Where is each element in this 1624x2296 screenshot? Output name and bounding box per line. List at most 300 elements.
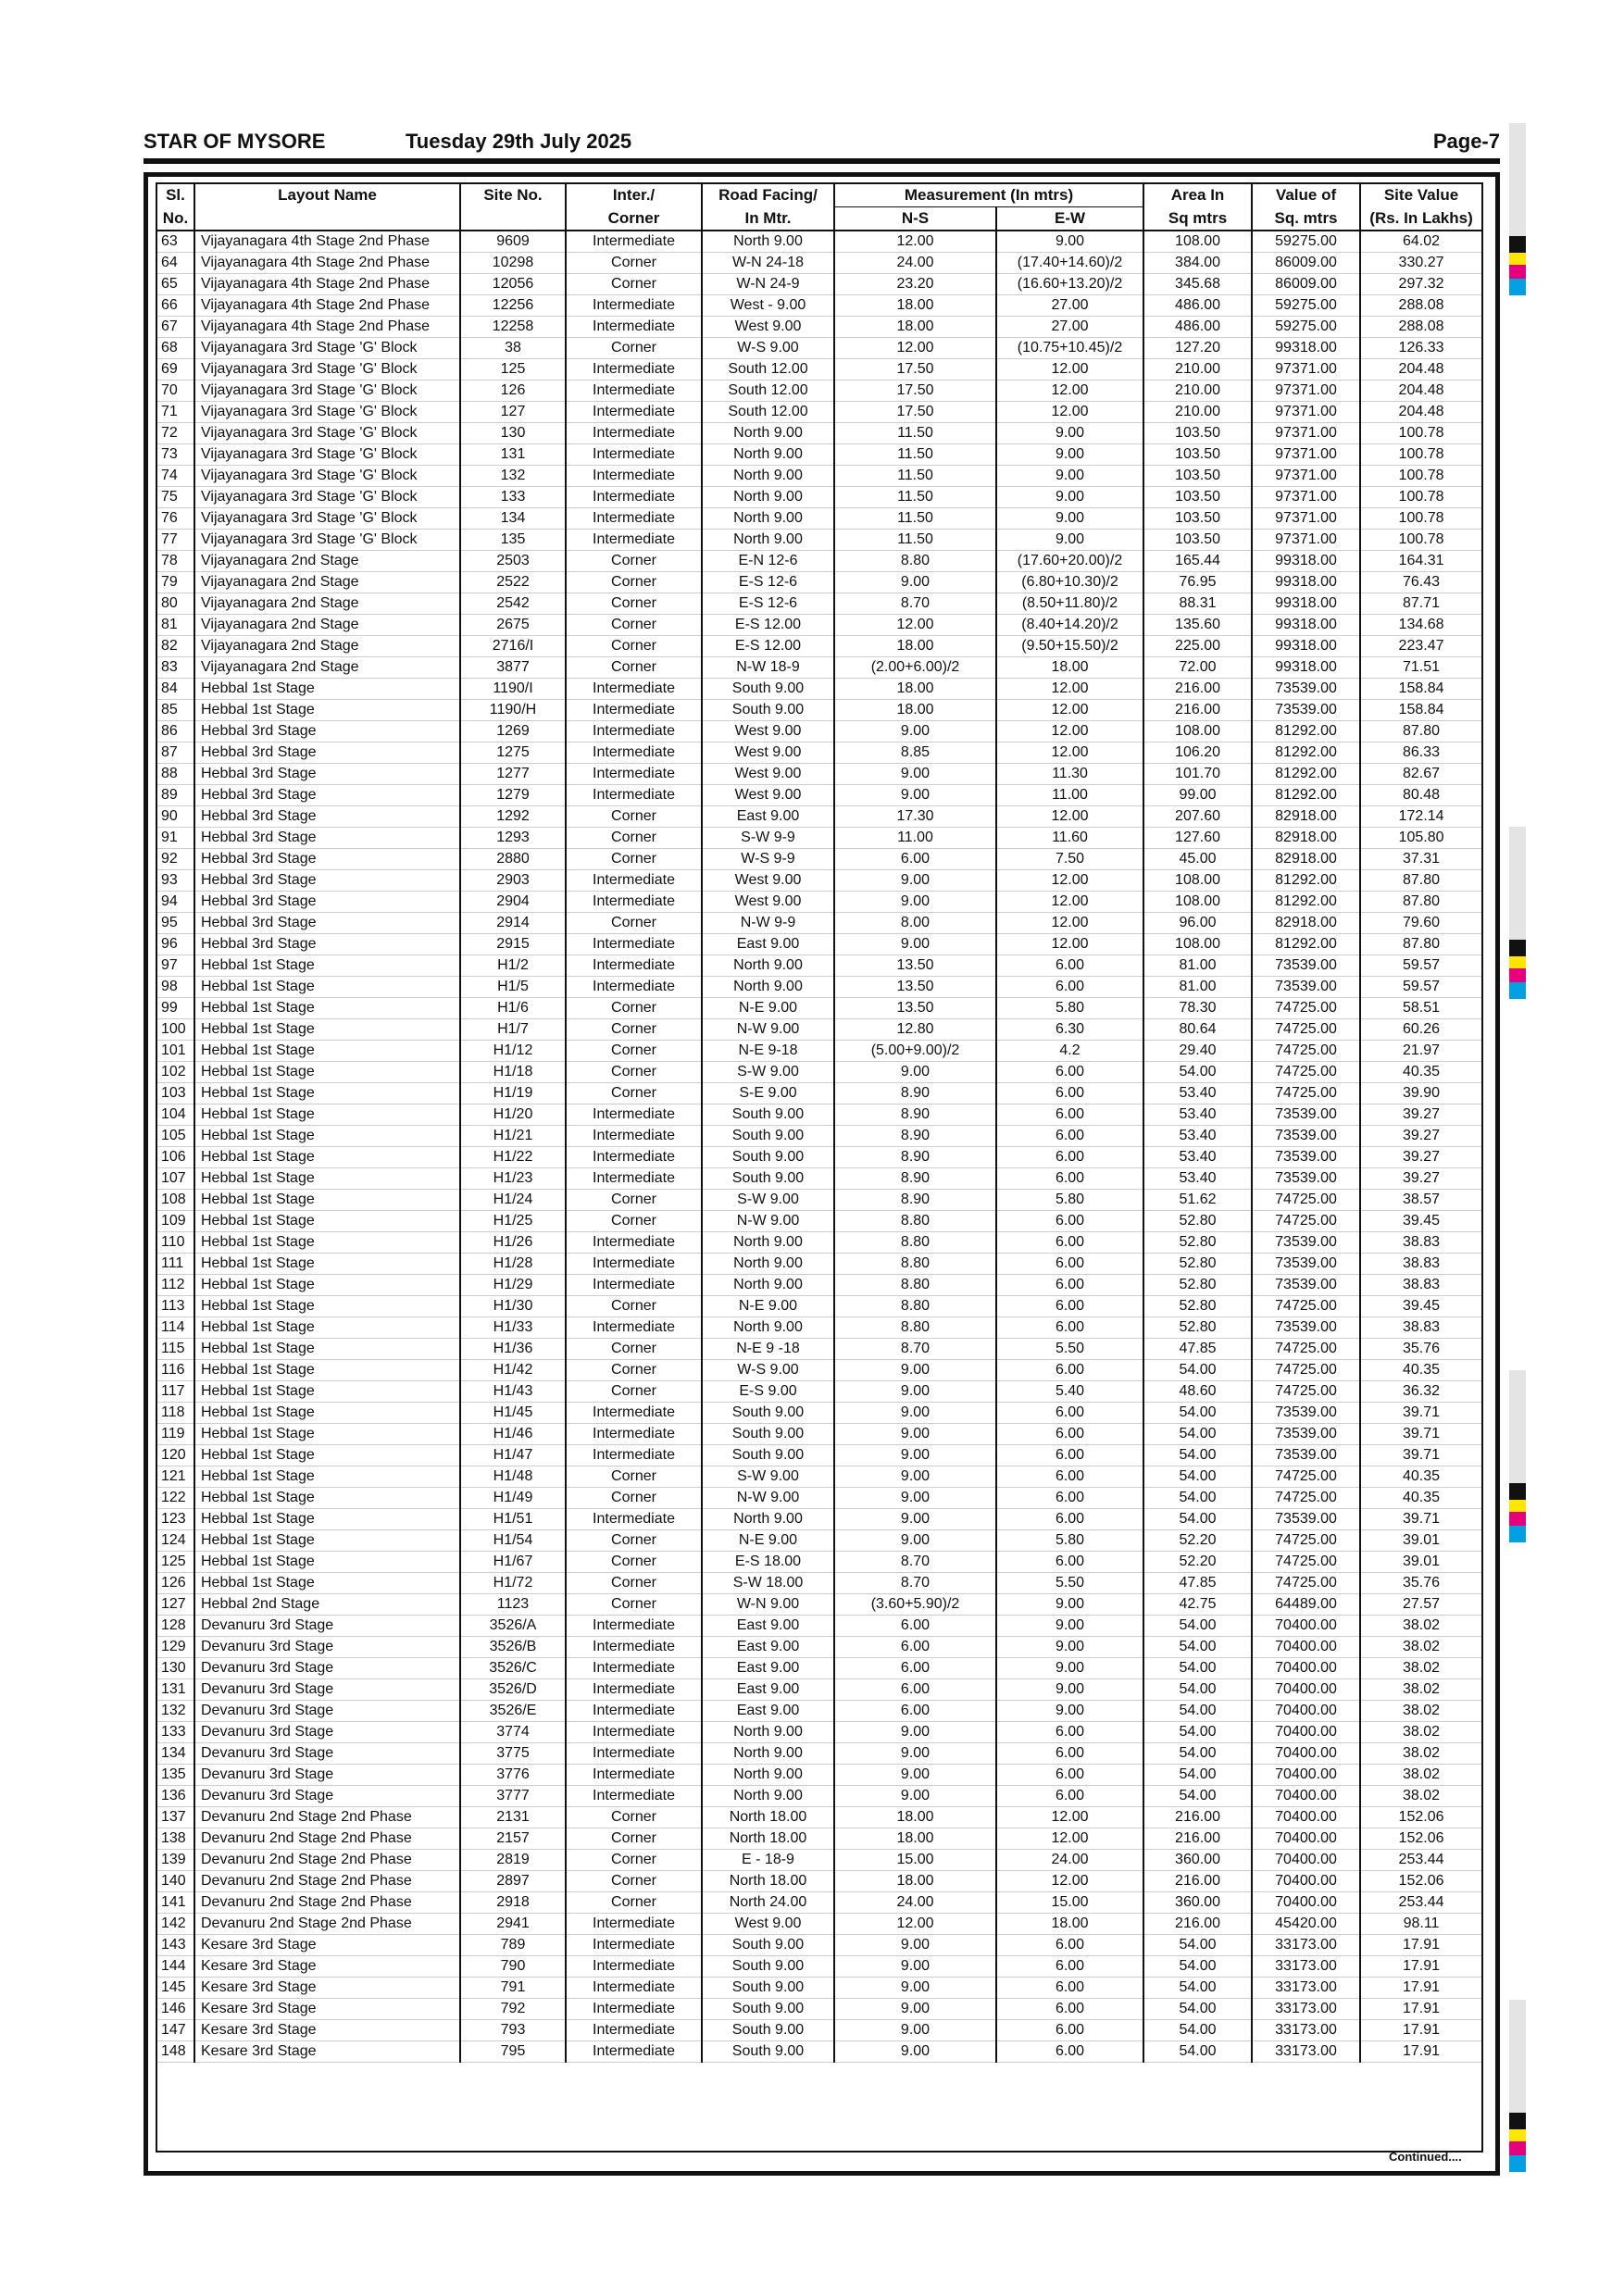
cell-measure-ns: 8.85 <box>834 742 996 764</box>
cell-value-per-sqm: 73539.00 <box>1252 1275 1360 1296</box>
table-row <box>156 402 1482 423</box>
cell-value-per-sqm: 73539.00 <box>1252 1445 1360 1466</box>
cell-site-no: H1/72 <box>460 1573 566 1594</box>
cell-inter-corner: Intermediate <box>566 1147 702 1168</box>
cell-value-per-sqm: 73539.00 <box>1252 1317 1360 1339</box>
cell-site-no: 12256 <box>460 295 566 317</box>
cell-sl-no: 127 <box>156 1594 194 1616</box>
cell-measure-ew: 5.50 <box>996 1573 1143 1594</box>
table-row <box>156 381 1482 402</box>
cell-inter-corner: Intermediate <box>566 1658 702 1679</box>
cell-road-facing: E-N 12-6 <box>702 551 834 572</box>
cell-sl-no: 94 <box>156 892 194 913</box>
registration-yellow-swatch <box>1509 253 1526 265</box>
cell-measure-ew: (8.50+11.80)/2 <box>996 593 1143 615</box>
cell-layout-name: Kesare 3rd Stage <box>194 1935 460 1956</box>
cell-site-no: 2716/I <box>460 636 566 657</box>
cell-site-no: H1/54 <box>460 1530 566 1552</box>
cell-measure-ew: 6.00 <box>996 1254 1143 1275</box>
table-row <box>156 657 1482 679</box>
table-row <box>156 1807 1482 1828</box>
table-row <box>156 1168 1482 1190</box>
cell-site-value-lakhs: 288.08 <box>1360 317 1482 338</box>
cell-inter-corner: Intermediate <box>566 1403 702 1424</box>
cell-road-facing: W-N 24-9 <box>702 274 834 295</box>
cell-area-sqm: 52.80 <box>1143 1232 1252 1254</box>
cell-site-no: 2918 <box>460 1892 566 1914</box>
cell-area-sqm: 216.00 <box>1143 1914 1252 1935</box>
cell-area-sqm: 47.85 <box>1143 1339 1252 1360</box>
cell-measure-ew: 6.00 <box>996 1062 1143 1083</box>
cell-inter-corner: Intermediate <box>566 679 702 700</box>
cell-site-no: 133 <box>460 487 566 508</box>
cell-site-no: 135 <box>460 530 566 551</box>
cell-measure-ns: 13.50 <box>834 977 996 998</box>
cell-area-sqm: 103.50 <box>1143 466 1252 487</box>
cell-measure-ew: 12.00 <box>996 679 1143 700</box>
cell-measure-ns: 9.00 <box>834 1999 996 2020</box>
registration-magenta-swatch <box>1509 2141 1526 2155</box>
cell-road-facing: W-N 24-18 <box>702 253 834 274</box>
cell-sl-no: 123 <box>156 1509 194 1530</box>
cell-site-no: 2819 <box>460 1850 566 1871</box>
cell-road-facing: South 9.00 <box>702 700 834 721</box>
cell-road-facing: East 9.00 <box>702 1679 834 1701</box>
cell-area-sqm: 42.75 <box>1143 1594 1252 1616</box>
cell-site-no: 12056 <box>460 274 566 295</box>
cell-measure-ns: 6.00 <box>834 849 996 870</box>
cell-measure-ew: 6.00 <box>996 1935 1143 1956</box>
table-row <box>156 1424 1482 1445</box>
col-inter-2: Corner <box>566 207 702 231</box>
cell-area-sqm: 207.60 <box>1143 806 1252 828</box>
cell-inter-corner: Corner <box>566 913 702 934</box>
cell-road-facing: N-W 9.00 <box>702 1488 834 1509</box>
cell-measure-ew: (16.60+13.20)/2 <box>996 274 1143 295</box>
cell-value-per-sqm: 73539.00 <box>1252 977 1360 998</box>
cell-measure-ew: 12.00 <box>996 359 1143 381</box>
cell-area-sqm: 54.00 <box>1143 1978 1252 1999</box>
table-row <box>156 508 1482 530</box>
cell-value-per-sqm: 81292.00 <box>1252 764 1360 785</box>
cell-road-facing: S-W 9.00 <box>702 1062 834 1083</box>
cell-value-per-sqm: 99318.00 <box>1252 593 1360 615</box>
cell-site-value-lakhs: 204.48 <box>1360 402 1482 423</box>
cell-inter-corner: Intermediate <box>566 381 702 402</box>
cell-area-sqm: 29.40 <box>1143 1041 1252 1062</box>
table-row <box>156 1828 1482 1850</box>
cell-site-value-lakhs: 80.48 <box>1360 785 1482 806</box>
col-inter: Inter./ <box>566 184 702 207</box>
cell-measure-ew: (8.40+14.20)/2 <box>996 615 1143 636</box>
cell-layout-name: Hebbal 1st Stage <box>194 1041 460 1062</box>
cell-site-no: 793 <box>460 2020 566 2041</box>
cell-site-value-lakhs: 100.78 <box>1360 508 1482 530</box>
cell-measure-ns: 17.50 <box>834 402 996 423</box>
table-row <box>156 679 1482 700</box>
cell-site-no: H1/33 <box>460 1317 566 1339</box>
cell-site-value-lakhs: 158.84 <box>1360 679 1482 700</box>
cell-layout-name: Hebbal 3rd Stage <box>194 870 460 892</box>
cell-area-sqm: 216.00 <box>1143 1871 1252 1892</box>
cell-road-facing: North 9.00 <box>702 977 834 998</box>
cell-layout-name: Devanuru 2nd Stage 2nd Phase <box>194 1914 460 1935</box>
cell-sl-no: 114 <box>156 1317 194 1339</box>
cell-sl-no: 148 <box>156 2041 194 2063</box>
cell-measure-ns: 18.00 <box>834 679 996 700</box>
cell-value-per-sqm: 70400.00 <box>1252 1850 1360 1871</box>
cell-measure-ew: 11.30 <box>996 764 1143 785</box>
table-row <box>156 274 1482 295</box>
table-row <box>156 1488 1482 1509</box>
cell-sl-no: 137 <box>156 1807 194 1828</box>
table-row <box>156 700 1482 721</box>
cell-inter-corner: Intermediate <box>566 1914 702 1935</box>
cell-layout-name: Hebbal 1st Stage <box>194 977 460 998</box>
cell-site-value-lakhs: 40.35 <box>1360 1360 1482 1381</box>
cell-measure-ew: 6.00 <box>996 1552 1143 1573</box>
cell-sl-no: 130 <box>156 1658 194 1679</box>
cell-site-no: H1/42 <box>460 1360 566 1381</box>
cell-road-facing: North 9.00 <box>702 1254 834 1275</box>
cell-inter-corner: Intermediate <box>566 2041 702 2063</box>
cell-value-per-sqm: 74725.00 <box>1252 1019 1360 1041</box>
cell-layout-name: Vijayanagara 4th Stage 2nd Phase <box>194 231 460 253</box>
cell-inter-corner: Intermediate <box>566 785 702 806</box>
cell-inter-corner: Corner <box>566 1381 702 1403</box>
cell-layout-name: Hebbal 1st Stage <box>194 998 460 1019</box>
cell-inter-corner: Corner <box>566 253 702 274</box>
cell-measure-ns: 12.00 <box>834 615 996 636</box>
cell-area-sqm: 54.00 <box>1143 2020 1252 2041</box>
cell-inter-corner: Intermediate <box>566 1126 702 1147</box>
registration-yellow-swatch <box>1509 2129 1526 2141</box>
cell-area-sqm: 54.00 <box>1143 1488 1252 1509</box>
cell-area-sqm: 54.00 <box>1143 1935 1252 1956</box>
cell-layout-name: Hebbal 1st Stage <box>194 1211 460 1232</box>
cell-site-no: H1/18 <box>460 1062 566 1083</box>
cell-value-per-sqm: 73539.00 <box>1252 1232 1360 1254</box>
cell-site-no: 125 <box>460 359 566 381</box>
cell-value-per-sqm: 99318.00 <box>1252 572 1360 593</box>
cell-measure-ew: 27.00 <box>996 295 1143 317</box>
cell-sl-no: 132 <box>156 1701 194 1722</box>
cell-road-facing: North 9.00 <box>702 508 834 530</box>
cell-layout-name: Kesare 3rd Stage <box>194 1999 460 2020</box>
table-row <box>156 934 1482 955</box>
cell-value-per-sqm: 97371.00 <box>1252 359 1360 381</box>
cell-site-value-lakhs: 17.91 <box>1360 2020 1482 2041</box>
cell-value-per-sqm: 70400.00 <box>1252 1765 1360 1786</box>
cell-site-no: 795 <box>460 2041 566 2063</box>
cell-site-no: 2503 <box>460 551 566 572</box>
cell-area-sqm: 210.00 <box>1143 381 1252 402</box>
cell-site-no: H1/47 <box>460 1445 566 1466</box>
cell-measure-ns: 9.00 <box>834 1956 996 1978</box>
cell-site-no: H1/43 <box>460 1381 566 1403</box>
cell-road-facing: South 12.00 <box>702 381 834 402</box>
cell-measure-ns: 8.70 <box>834 1573 996 1594</box>
cell-layout-name: Hebbal 2nd Stage <box>194 1594 460 1616</box>
cell-layout-name: Hebbal 1st Stage <box>194 1360 460 1381</box>
cell-site-no: H1/5 <box>460 977 566 998</box>
table-row <box>156 551 1482 572</box>
cell-measure-ew: 6.00 <box>996 1211 1143 1232</box>
table-row <box>156 1871 1482 1892</box>
cell-measure-ew: 6.00 <box>996 1296 1143 1317</box>
cell-inter-corner: Intermediate <box>566 444 702 466</box>
cell-measure-ew: 5.40 <box>996 1381 1143 1403</box>
cell-measure-ew: 9.00 <box>996 444 1143 466</box>
cell-site-value-lakhs: 204.48 <box>1360 359 1482 381</box>
cell-sl-no: 83 <box>156 657 194 679</box>
cell-sl-no: 90 <box>156 806 194 828</box>
cell-area-sqm: 210.00 <box>1143 402 1252 423</box>
cell-measure-ns: 8.80 <box>834 551 996 572</box>
cell-area-sqm: 108.00 <box>1143 231 1252 253</box>
cell-sl-no: 109 <box>156 1211 194 1232</box>
cell-value-per-sqm: 73539.00 <box>1252 1509 1360 1530</box>
cell-sl-no: 88 <box>156 764 194 785</box>
cell-site-no: H1/51 <box>460 1509 566 1530</box>
col-value: Value of <box>1252 184 1360 207</box>
cell-site-no: 1269 <box>460 721 566 742</box>
cell-value-per-sqm: 74725.00 <box>1252 1466 1360 1488</box>
cell-site-value-lakhs: 100.78 <box>1360 487 1482 508</box>
cell-site-no: H1/22 <box>460 1147 566 1168</box>
cell-road-facing: West 9.00 <box>702 764 834 785</box>
cell-road-facing: N-E 9 -18 <box>702 1339 834 1360</box>
cell-inter-corner: Corner <box>566 1828 702 1850</box>
cell-measure-ns: 9.00 <box>834 1424 996 1445</box>
cell-site-value-lakhs: 17.91 <box>1360 2041 1482 2063</box>
cell-value-per-sqm: 73539.00 <box>1252 1424 1360 1445</box>
cell-sl-no: 144 <box>156 1956 194 1978</box>
cell-sl-no: 110 <box>156 1232 194 1254</box>
cell-road-facing: North 24.00 <box>702 1892 834 1914</box>
cell-measure-ew: 18.00 <box>996 657 1143 679</box>
cell-site-value-lakhs: 152.06 <box>1360 1807 1482 1828</box>
table-row <box>156 1041 1482 1062</box>
cell-value-per-sqm: 33173.00 <box>1252 1935 1360 1956</box>
cell-layout-name: Vijayanagara 3rd Stage 'G' Block <box>194 402 460 423</box>
cell-measure-ew: 18.00 <box>996 1914 1143 1935</box>
cell-road-facing: South 9.00 <box>702 1126 834 1147</box>
table-row <box>156 1381 1482 1403</box>
cell-sl-no: 67 <box>156 317 194 338</box>
cell-measure-ns: 8.00 <box>834 913 996 934</box>
cell-site-no: 3526/A <box>460 1616 566 1637</box>
table-row <box>156 977 1482 998</box>
cell-site-no: 2903 <box>460 870 566 892</box>
newspaper-name: STAR OF MYSORE <box>144 130 326 153</box>
cell-inter-corner: Corner <box>566 1850 702 1871</box>
registration-black-swatch <box>1509 2113 1526 2129</box>
cell-site-value-lakhs: 87.80 <box>1360 892 1482 913</box>
cell-value-per-sqm: 45420.00 <box>1252 1914 1360 1935</box>
cell-layout-name: Vijayanagara 3rd Stage 'G' Block <box>194 359 460 381</box>
table-row <box>156 1701 1482 1722</box>
cell-area-sqm: 52.80 <box>1143 1317 1252 1339</box>
cell-site-no: H1/49 <box>460 1488 566 1509</box>
table-row <box>156 1254 1482 1275</box>
cell-site-no: 2914 <box>460 913 566 934</box>
table-row <box>156 572 1482 593</box>
cell-inter-corner: Intermediate <box>566 1254 702 1275</box>
cell-measure-ns: 9.00 <box>834 1978 996 1999</box>
cell-site-value-lakhs: 87.80 <box>1360 934 1482 955</box>
cell-site-value-lakhs: 38.02 <box>1360 1616 1482 1637</box>
cell-inter-corner: Intermediate <box>566 1424 702 1445</box>
cell-value-per-sqm: 74725.00 <box>1252 1190 1360 1211</box>
cell-layout-name: Hebbal 1st Stage <box>194 1317 460 1339</box>
cell-sl-no: 104 <box>156 1104 194 1126</box>
cell-layout-name: Devanuru 2nd Stage 2nd Phase <box>194 1807 460 1828</box>
cell-area-sqm: 345.68 <box>1143 274 1252 295</box>
cell-site-no: 3775 <box>460 1743 566 1765</box>
cell-layout-name: Hebbal 1st Stage <box>194 1254 460 1275</box>
cell-measure-ns: 12.00 <box>834 1914 996 1935</box>
cell-inter-corner: Corner <box>566 1360 702 1381</box>
cell-inter-corner: Intermediate <box>566 530 702 551</box>
cell-layout-name: Hebbal 1st Stage <box>194 1062 460 1083</box>
cell-site-no: H1/29 <box>460 1275 566 1296</box>
cell-site-value-lakhs: 172.14 <box>1360 806 1482 828</box>
cell-measure-ns: 8.90 <box>834 1083 996 1104</box>
cell-sl-no: 72 <box>156 423 194 444</box>
cell-measure-ew: (6.80+10.30)/2 <box>996 572 1143 593</box>
cell-area-sqm: 225.00 <box>1143 636 1252 657</box>
cell-road-facing: North 9.00 <box>702 444 834 466</box>
table-row <box>156 1062 1482 1083</box>
cell-site-no: H1/45 <box>460 1403 566 1424</box>
cell-measure-ns: 9.00 <box>834 892 996 913</box>
cell-layout-name: Devanuru 2nd Stage 2nd Phase <box>194 1828 460 1850</box>
cell-site-no: 2675 <box>460 615 566 636</box>
cell-site-value-lakhs: 39.71 <box>1360 1424 1482 1445</box>
cell-site-value-lakhs: 58.51 <box>1360 998 1482 1019</box>
cell-sl-no: 116 <box>156 1360 194 1381</box>
cell-area-sqm: 108.00 <box>1143 934 1252 955</box>
cell-site-no: 3877 <box>460 657 566 679</box>
cell-inter-corner: Intermediate <box>566 934 702 955</box>
cell-measure-ns: 12.80 <box>834 1019 996 1041</box>
cell-area-sqm: 52.80 <box>1143 1211 1252 1232</box>
table-body <box>156 231 1482 2063</box>
cell-sl-no: 103 <box>156 1083 194 1104</box>
col-site-value: Site Value <box>1360 184 1482 207</box>
cell-inter-corner: Corner <box>566 274 702 295</box>
cell-inter-corner: Corner <box>566 828 702 849</box>
cell-measure-ew: 5.80 <box>996 1190 1143 1211</box>
cell-measure-ew: 12.00 <box>996 1871 1143 1892</box>
cell-area-sqm: 53.40 <box>1143 1083 1252 1104</box>
cell-measure-ns: 24.00 <box>834 253 996 274</box>
cell-measure-ew: 5.80 <box>996 1530 1143 1552</box>
cell-measure-ns: 6.00 <box>834 1701 996 1722</box>
cell-inter-corner: Intermediate <box>566 1701 702 1722</box>
cell-site-value-lakhs: 35.76 <box>1360 1573 1482 1594</box>
cell-measure-ew: 12.00 <box>996 913 1143 934</box>
cell-sl-no: 142 <box>156 1914 194 1935</box>
cell-layout-name: Hebbal 1st Stage <box>194 1445 460 1466</box>
cell-site-no: 1190/I <box>460 679 566 700</box>
cell-measure-ew: 6.00 <box>996 1168 1143 1190</box>
registration-gray-bar <box>1509 123 1526 236</box>
cell-measure-ns: (3.60+5.90)/2 <box>834 1594 996 1616</box>
cell-value-per-sqm: 70400.00 <box>1252 1679 1360 1701</box>
cell-layout-name: Hebbal 1st Stage <box>194 955 460 977</box>
cell-site-value-lakhs: 100.78 <box>1360 466 1482 487</box>
cell-layout-name: Vijayanagara 3rd Stage 'G' Block <box>194 381 460 402</box>
cell-sl-no: 119 <box>156 1424 194 1445</box>
table-row <box>156 785 1482 806</box>
cell-measure-ns: 8.90 <box>834 1104 996 1126</box>
cell-site-value-lakhs: 39.45 <box>1360 1211 1482 1232</box>
table-row <box>156 1956 1482 1978</box>
cell-site-no: 3526/C <box>460 1658 566 1679</box>
cell-sl-no: 129 <box>156 1637 194 1658</box>
cell-road-facing: North 9.00 <box>702 231 834 253</box>
cell-measure-ns: 9.00 <box>834 1765 996 1786</box>
cell-site-no: H1/2 <box>460 955 566 977</box>
cell-sl-no: 100 <box>156 1019 194 1041</box>
table-row <box>156 1978 1482 1999</box>
cell-value-per-sqm: 74725.00 <box>1252 1552 1360 1573</box>
cell-layout-name: Hebbal 1st Stage <box>194 1019 460 1041</box>
cell-road-facing: East 9.00 <box>702 1701 834 1722</box>
cell-measure-ew: 6.00 <box>996 1360 1143 1381</box>
table-row <box>156 721 1482 742</box>
cell-site-value-lakhs: 100.78 <box>1360 530 1482 551</box>
col-site-value-2: (Rs. In Lakhs) <box>1360 207 1482 231</box>
cell-site-value-lakhs: 17.91 <box>1360 1935 1482 1956</box>
cell-inter-corner: Intermediate <box>566 1999 702 2020</box>
cell-value-per-sqm: 99318.00 <box>1252 551 1360 572</box>
cell-site-value-lakhs: 64.02 <box>1360 231 1482 253</box>
cell-area-sqm: 51.62 <box>1143 1190 1252 1211</box>
cell-area-sqm: 52.80 <box>1143 1275 1252 1296</box>
cell-layout-name: Devanuru 3rd Stage <box>194 1765 460 1786</box>
cell-layout-name: Devanuru 3rd Stage <box>194 1679 460 1701</box>
cell-layout-name: Hebbal 1st Stage <box>194 700 460 721</box>
cell-measure-ew: 9.00 <box>996 1637 1143 1658</box>
cell-road-facing: E-S 18.00 <box>702 1552 834 1573</box>
cell-inter-corner: Corner <box>566 1594 702 1616</box>
continued-note: Continued.... <box>1389 2150 1462 2164</box>
cell-layout-name: Vijayanagara 3rd Stage 'G' Block <box>194 444 460 466</box>
cell-measure-ns: 17.50 <box>834 359 996 381</box>
cell-value-per-sqm: 73539.00 <box>1252 955 1360 977</box>
cell-value-per-sqm: 59275.00 <box>1252 295 1360 317</box>
cell-inter-corner: Corner <box>566 1041 702 1062</box>
cell-site-no: 1190/H <box>460 700 566 721</box>
cell-road-facing: E-S 12-6 <box>702 593 834 615</box>
registration-magenta-swatch <box>1509 1512 1526 1526</box>
table-row <box>156 423 1482 444</box>
cell-measure-ew: 6.00 <box>996 1104 1143 1126</box>
cell-sl-no: 139 <box>156 1850 194 1871</box>
cell-layout-name: Vijayanagara 4th Stage 2nd Phase <box>194 295 460 317</box>
cell-area-sqm: 99.00 <box>1143 785 1252 806</box>
cell-inter-corner: Corner <box>566 1552 702 1573</box>
cell-sl-no: 117 <box>156 1381 194 1403</box>
table-row <box>156 636 1482 657</box>
cell-layout-name: Hebbal 1st Stage <box>194 1381 460 1403</box>
cell-inter-corner: Corner <box>566 636 702 657</box>
table-row <box>156 1104 1482 1126</box>
cell-value-per-sqm: 73539.00 <box>1252 1168 1360 1190</box>
